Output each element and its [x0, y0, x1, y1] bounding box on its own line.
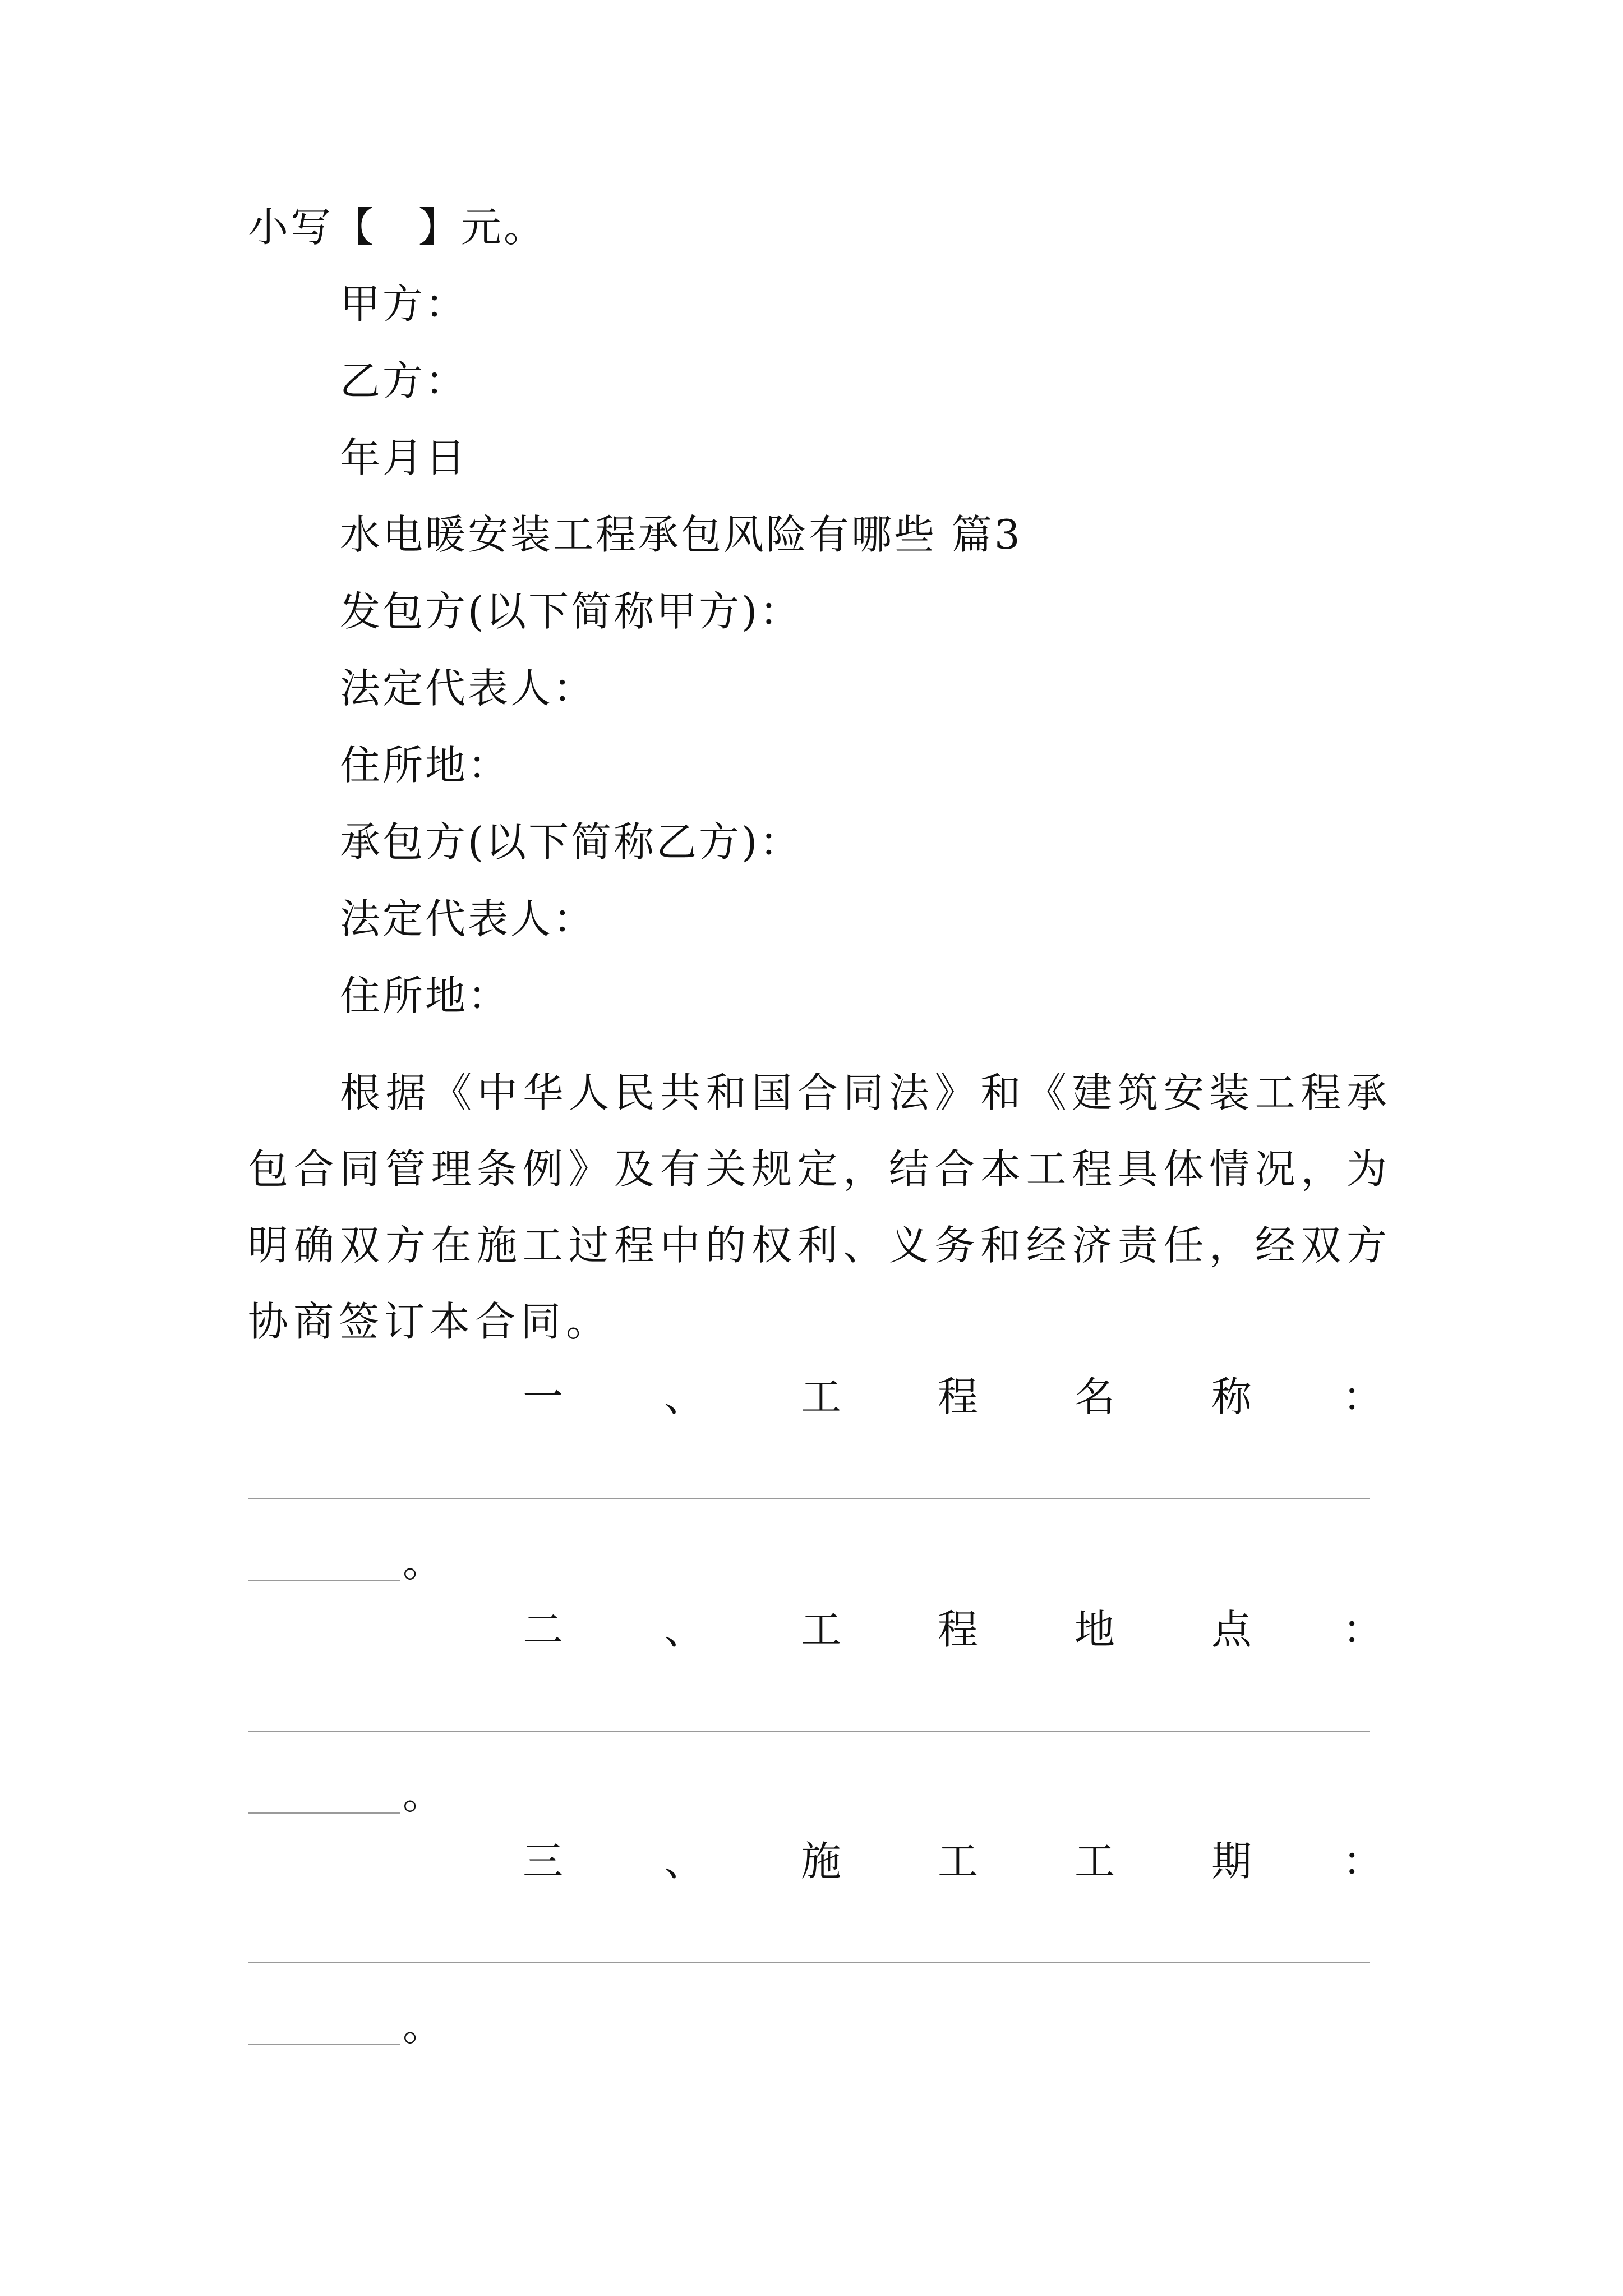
heading-char: ：	[1343, 1606, 1384, 1653]
heading-char: 工	[938, 1838, 979, 1885]
fill-in-short-rule	[248, 1812, 400, 1814]
contractor-label: 承包方(以下简称乙方)：	[340, 818, 803, 866]
heading-char: 工	[1075, 1838, 1115, 1885]
amount-line: 小写【 】元。	[248, 204, 547, 251]
section-heading-1	[248, 1369, 1384, 1425]
section-heading-2	[248, 1602, 1384, 1658]
party-a-label: 甲方：	[340, 280, 468, 328]
employer-representative: 法定代表人：	[340, 665, 596, 712]
fill-in-rule	[248, 1498, 1370, 1499]
heading-char: 、	[664, 1373, 705, 1420]
heading-char: 二	[523, 1606, 564, 1653]
heading-char: 、	[664, 1606, 705, 1653]
party-b-label: 乙方：	[340, 357, 468, 404]
heading-char: 点	[1211, 1606, 1252, 1653]
contractor-address: 住所地：	[340, 972, 511, 1019]
section-heading-3	[248, 1833, 1384, 1889]
preamble-paragraph: 根据《中华人民共和国合同法》和《建筑安装工程承包合同管理条例》及有关规定，结合本工程具体情况，为明确双方在施工过程中的权利、义务和经济责任，经双方协商签订本合同。	[248, 1069, 1392, 1345]
heading-char: 一	[523, 1373, 564, 1420]
fill-in-short-rule	[248, 1580, 400, 1581]
heading-char: 工	[801, 1373, 842, 1420]
heading-char: 施	[801, 1838, 842, 1885]
heading-char: ：	[1343, 1373, 1384, 1420]
heading-char: 名	[1075, 1373, 1115, 1420]
heading-char: ：	[1343, 1838, 1384, 1885]
full-stop: 。	[403, 2003, 444, 2050]
full-stop: 。	[403, 1539, 444, 1586]
contractor-representative: 法定代表人：	[340, 895, 596, 942]
heading-char: 程	[938, 1373, 979, 1420]
employer-label: 发包方(以下简称甲方)：	[340, 588, 803, 635]
date-line: 年月日	[340, 434, 468, 481]
fill-in-rule	[248, 1731, 1370, 1732]
heading-char: 称	[1211, 1373, 1252, 1420]
full-stop: 。	[403, 1771, 444, 1818]
heading-char: 期	[1211, 1838, 1252, 1885]
heading-char: 、	[664, 1838, 705, 1885]
fill-in-short-rule	[248, 2044, 400, 2045]
heading-char: 三	[523, 1838, 564, 1885]
fill-in-rule	[248, 1962, 1370, 1963]
heading-char: 地	[1075, 1606, 1115, 1653]
employer-address: 住所地：	[340, 742, 511, 789]
heading-char: 工	[801, 1606, 842, 1653]
heading-char: 程	[938, 1606, 979, 1653]
article-title: 水电暖安装工程承包风险有哪些 篇3	[340, 511, 1022, 558]
